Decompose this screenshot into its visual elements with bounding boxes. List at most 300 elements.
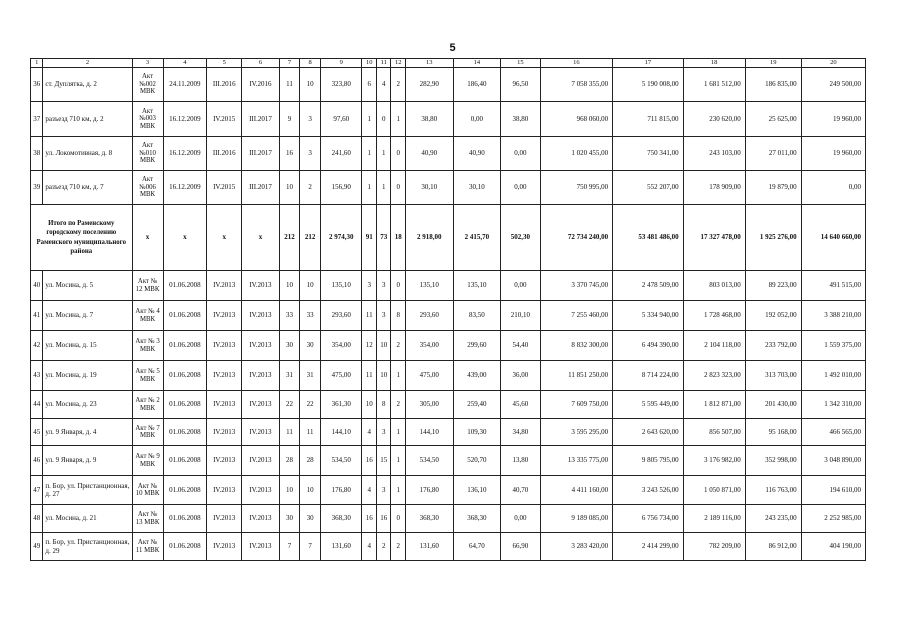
total-value-cell: 17 327 478,00 <box>683 205 745 271</box>
value-cell: 3 243 526,00 <box>613 476 683 505</box>
total-value-cell: 212 <box>300 205 321 271</box>
value-cell: 475,00 <box>405 361 453 391</box>
value-cell: 2 <box>391 331 406 361</box>
act-cell: Акт №010 МВК <box>132 137 163 171</box>
total-value-cell: 18 <box>391 205 406 271</box>
total-value-cell: 2 415,70 <box>453 205 501 271</box>
table-row <box>31 533 866 561</box>
value-cell: 368,30 <box>405 505 453 533</box>
value-cell: 7 <box>300 533 321 561</box>
value-cell: 10 <box>279 171 300 205</box>
act-cell: Акт № 5 МВК <box>132 361 163 391</box>
value-cell: 16 <box>376 505 391 533</box>
value-cell: IV.2013 <box>207 505 242 533</box>
value-cell: IV.2013 <box>242 505 279 533</box>
value-cell: 7 255 460,00 <box>540 301 613 331</box>
total-value-cell: 53 481 486,00 <box>613 205 683 271</box>
value-cell: IV.2013 <box>207 533 242 561</box>
value-cell: 2 252 985,00 <box>801 505 865 533</box>
address-cell: ул. 9 Января, д. 4 <box>43 419 132 446</box>
date-cell: 24.11.2009 <box>163 68 207 102</box>
value-cell: 4 411 160,00 <box>540 476 613 505</box>
value-cell: 4 <box>362 476 377 505</box>
value-cell: 361,30 <box>321 391 362 419</box>
value-cell: 750 341,00 <box>613 137 683 171</box>
value-cell: III.2017 <box>242 137 279 171</box>
value-cell: 1 <box>391 419 406 446</box>
column-number: 2 <box>43 59 132 68</box>
value-cell: 368,30 <box>453 505 501 533</box>
total-value-cell: 91 <box>362 205 377 271</box>
value-cell: 186 835,00 <box>745 68 801 102</box>
page-number: 5 <box>449 42 456 54</box>
value-cell: 131,60 <box>321 533 362 561</box>
value-cell: 552 207,00 <box>613 171 683 205</box>
value-cell: 13,80 <box>501 446 540 476</box>
column-number: 9 <box>321 59 362 68</box>
value-cell: 2 <box>391 391 406 419</box>
value-cell: 3 <box>376 301 391 331</box>
value-cell: IV.2013 <box>242 419 279 446</box>
value-cell: IV.2013 <box>242 446 279 476</box>
value-cell: 1 559 375,00 <box>801 331 865 361</box>
date-cell: 01.06.2008 <box>163 301 207 331</box>
table-row <box>31 102 866 137</box>
value-cell: 1 <box>391 361 406 391</box>
value-cell: 354,00 <box>321 331 362 361</box>
value-cell: 86 912,00 <box>745 533 801 561</box>
value-cell: 135,10 <box>453 271 501 301</box>
value-cell: 8 <box>391 301 406 331</box>
value-cell: 782 209,00 <box>683 533 745 561</box>
total-value-cell: х <box>242 205 279 271</box>
value-cell: 404 190,00 <box>801 533 865 561</box>
value-cell: 8 714 224,00 <box>613 361 683 391</box>
value-cell: 144,10 <box>321 419 362 446</box>
value-cell: 6 <box>362 68 377 102</box>
value-cell: 64,70 <box>453 533 501 561</box>
value-cell: 439,00 <box>453 361 501 391</box>
value-cell: 323,80 <box>321 68 362 102</box>
value-cell: 2 643 620,00 <box>613 419 683 446</box>
value-cell: 1 492 010,00 <box>801 361 865 391</box>
value-cell: 0 <box>391 171 406 205</box>
date-cell: 01.06.2008 <box>163 505 207 533</box>
value-cell: 10 <box>362 391 377 419</box>
value-cell: IV.2013 <box>242 331 279 361</box>
value-cell: 95 168,00 <box>745 419 801 446</box>
value-cell: 31 <box>279 361 300 391</box>
value-cell: 520,70 <box>453 446 501 476</box>
value-cell: 40,90 <box>405 137 453 171</box>
value-cell: 19 960,00 <box>801 137 865 171</box>
value-cell: 131,60 <box>405 533 453 561</box>
value-cell: 28 <box>300 446 321 476</box>
column-number: 1 <box>31 59 43 68</box>
value-cell: 10 <box>300 271 321 301</box>
value-cell: IV.2013 <box>207 331 242 361</box>
value-cell: 534,50 <box>321 446 362 476</box>
value-cell: 354,00 <box>405 331 453 361</box>
value-cell: 1 <box>362 102 377 137</box>
address-cell: ул. Мосина, д. 19 <box>43 361 132 391</box>
column-number: 8 <box>300 59 321 68</box>
value-cell: 144,10 <box>405 419 453 446</box>
total-value-cell: 2 974,30 <box>321 205 362 271</box>
row-number: 44 <box>31 391 43 419</box>
value-cell: IV.2016 <box>242 68 279 102</box>
total-value-cell: х <box>163 205 207 271</box>
column-number: 14 <box>453 59 501 68</box>
table-row <box>31 271 866 301</box>
value-cell: 968 060,00 <box>540 102 613 137</box>
total-value-cell: х <box>132 205 163 271</box>
value-cell: 352 998,00 <box>745 446 801 476</box>
total-value-cell: 2 918,00 <box>405 205 453 271</box>
value-cell: 7 609 750,00 <box>540 391 613 419</box>
value-cell: 9 805 795,00 <box>613 446 683 476</box>
value-cell: 0,00 <box>501 171 540 205</box>
value-cell: 96,50 <box>501 68 540 102</box>
table-row <box>31 361 866 391</box>
value-cell: IV.2013 <box>207 361 242 391</box>
value-cell: 293,60 <box>321 301 362 331</box>
value-cell: 83,50 <box>453 301 501 331</box>
value-cell: 31 <box>300 361 321 391</box>
value-cell: IV.2013 <box>207 301 242 331</box>
date-cell: 01.06.2008 <box>163 446 207 476</box>
table-row <box>31 331 866 361</box>
table-row <box>31 137 866 171</box>
value-cell: 305,00 <box>405 391 453 419</box>
value-cell: IV.2013 <box>207 271 242 301</box>
row-number: 39 <box>31 171 43 205</box>
value-cell: 2 <box>300 171 321 205</box>
row-number: 38 <box>31 137 43 171</box>
value-cell: 466 565,00 <box>801 419 865 446</box>
value-cell: 10 <box>279 476 300 505</box>
value-cell: 36,00 <box>501 361 540 391</box>
value-cell: 0 <box>376 102 391 137</box>
value-cell: 0,00 <box>453 102 501 137</box>
value-cell: 2 <box>391 68 406 102</box>
value-cell: 293,60 <box>405 301 453 331</box>
value-cell: 25 625,00 <box>745 102 801 137</box>
address-cell: разъезд 710 км, д. 2 <box>43 102 132 137</box>
row-number: 49 <box>31 533 43 561</box>
value-cell: 3 <box>376 419 391 446</box>
value-cell: III.2017 <box>242 102 279 137</box>
table-row <box>31 391 866 419</box>
value-cell: 1 <box>391 476 406 505</box>
value-cell: 8 832 300,00 <box>540 331 613 361</box>
column-number: 5 <box>207 59 242 68</box>
column-number-row <box>31 59 866 68</box>
value-cell: 6 494 390,00 <box>613 331 683 361</box>
row-number: 47 <box>31 476 43 505</box>
table-row <box>31 171 866 205</box>
value-cell: 856 507,00 <box>683 419 745 446</box>
value-cell: 491 515,00 <box>801 271 865 301</box>
value-cell: 135,10 <box>321 271 362 301</box>
value-cell: 3 176 982,00 <box>683 446 745 476</box>
value-cell: 116 763,00 <box>745 476 801 505</box>
value-cell: 2 189 116,00 <box>683 505 745 533</box>
value-cell: 10 <box>300 68 321 102</box>
value-cell: 0 <box>391 137 406 171</box>
column-number: 15 <box>501 59 540 68</box>
value-cell: 1 020 455,00 <box>540 137 613 171</box>
value-cell: 803 013,00 <box>683 271 745 301</box>
date-cell: 01.06.2008 <box>163 419 207 446</box>
value-cell: 1 342 310,00 <box>801 391 865 419</box>
value-cell: 3 283 420,00 <box>540 533 613 561</box>
value-cell: 27 011,00 <box>745 137 801 171</box>
value-cell: 3 <box>362 271 377 301</box>
value-cell: 233 792,00 <box>745 331 801 361</box>
act-cell: Акт № 11 МВК <box>132 533 163 561</box>
date-cell: 16.12.2009 <box>163 171 207 205</box>
address-cell: ул. Мосина, д. 15 <box>43 331 132 361</box>
value-cell: IV.2013 <box>242 271 279 301</box>
value-cell: 10 <box>376 331 391 361</box>
value-cell: 28 <box>279 446 300 476</box>
date-cell: 01.06.2008 <box>163 331 207 361</box>
value-cell: 230 620,00 <box>683 102 745 137</box>
total-label: Итого по Раменскому городскому поселению Раменского муниципального района <box>31 205 133 271</box>
value-cell: 313 703,00 <box>745 361 801 391</box>
value-cell: 1 <box>376 171 391 205</box>
address-cell: ул. Локомотивная, д. 8 <box>43 137 132 171</box>
column-number: 16 <box>540 59 613 68</box>
total-value-cell: 72 734 240,00 <box>540 205 613 271</box>
table-row <box>31 476 866 505</box>
column-number: 10 <box>362 59 377 68</box>
value-cell: 2 <box>376 533 391 561</box>
date-cell: 01.06.2008 <box>163 533 207 561</box>
value-cell: 7 <box>279 533 300 561</box>
value-cell: IV.2013 <box>242 391 279 419</box>
value-cell: 6 756 734,00 <box>613 505 683 533</box>
value-cell: IV.2013 <box>207 391 242 419</box>
value-cell: IV.2013 <box>207 476 242 505</box>
act-cell: Акт № 7 МВК <box>132 419 163 446</box>
value-cell: 0,00 <box>501 137 540 171</box>
date-cell: 01.06.2008 <box>163 271 207 301</box>
value-cell: IV.2013 <box>242 301 279 331</box>
value-cell: 11 <box>362 301 377 331</box>
value-cell: 0 <box>391 271 406 301</box>
value-cell: 109,30 <box>453 419 501 446</box>
value-cell: 16 <box>362 505 377 533</box>
value-cell: 3 <box>300 102 321 137</box>
value-cell: 11 <box>279 419 300 446</box>
act-cell: Акт № 12 МВК <box>132 271 163 301</box>
total-value-cell: 1 925 276,00 <box>745 205 801 271</box>
value-cell: 30,10 <box>405 171 453 205</box>
housing-table <box>30 58 866 561</box>
table-row <box>31 419 866 446</box>
value-cell: 178 909,00 <box>683 171 745 205</box>
value-cell: 1 050 871,00 <box>683 476 745 505</box>
row-number: 45 <box>31 419 43 446</box>
total-value-cell: 14 640 660,00 <box>801 205 865 271</box>
value-cell: 1 728 468,00 <box>683 301 745 331</box>
value-cell: 3 595 295,00 <box>540 419 613 446</box>
value-cell: IV.2015 <box>207 102 242 137</box>
date-cell: 01.06.2008 <box>163 476 207 505</box>
value-cell: 30 <box>279 505 300 533</box>
value-cell: 192 052,00 <box>745 301 801 331</box>
value-cell: 259,40 <box>453 391 501 419</box>
value-cell: 54,40 <box>501 331 540 361</box>
act-cell: Акт №002 МВК <box>132 68 163 102</box>
act-cell: Акт № 3 МВК <box>132 331 163 361</box>
total-value-cell: х <box>207 205 242 271</box>
value-cell: 5 595 449,00 <box>613 391 683 419</box>
column-number: 17 <box>613 59 683 68</box>
address-cell: разъезд 710 км, д. 7 <box>43 171 132 205</box>
value-cell: IV.2015 <box>207 171 242 205</box>
column-number: 4 <box>163 59 207 68</box>
value-cell: 1 812 871,00 <box>683 391 745 419</box>
value-cell: 16 <box>279 137 300 171</box>
column-number: 19 <box>745 59 801 68</box>
address-cell: ул. 9 Января, д. 9 <box>43 446 132 476</box>
value-cell: 30 <box>300 331 321 361</box>
act-cell: Акт № 13 МВК <box>132 505 163 533</box>
column-number: 20 <box>801 59 865 68</box>
value-cell: 66,90 <box>501 533 540 561</box>
value-cell: 1 <box>362 137 377 171</box>
value-cell: 45,60 <box>501 391 540 419</box>
act-cell: Акт № 4 МВК <box>132 301 163 331</box>
value-cell: 89 223,00 <box>745 271 801 301</box>
value-cell: 1 <box>376 137 391 171</box>
table-row <box>31 301 866 331</box>
value-cell: 2 414 299,00 <box>613 533 683 561</box>
value-cell: III.2016 <box>207 137 242 171</box>
value-cell: IV.2013 <box>242 533 279 561</box>
value-cell: 2 104 118,00 <box>683 331 745 361</box>
value-cell: 4 <box>362 419 377 446</box>
value-cell: 241,60 <box>321 137 362 171</box>
value-cell: 19 879,00 <box>745 171 801 205</box>
date-cell: 01.06.2008 <box>163 361 207 391</box>
act-cell: Акт №006 МВК <box>132 171 163 205</box>
value-cell: 38,80 <box>501 102 540 137</box>
value-cell: 3 <box>376 271 391 301</box>
address-cell: ст. Дуплятка, д. 2 <box>43 68 132 102</box>
value-cell: III.2017 <box>242 171 279 205</box>
value-cell: 9 189 085,00 <box>540 505 613 533</box>
act-cell: Акт № 2 МВК <box>132 391 163 419</box>
address-cell: ул. Мосина, д. 21 <box>43 505 132 533</box>
value-cell: 4 <box>376 68 391 102</box>
address-cell: п. Бор, ул. Пристанционная, д. 27 <box>43 476 132 505</box>
value-cell: 1 <box>391 102 406 137</box>
value-cell: 10 <box>300 476 321 505</box>
value-cell: 11 <box>279 68 300 102</box>
value-cell: 368,30 <box>321 505 362 533</box>
row-number: 36 <box>31 68 43 102</box>
value-cell: 22 <box>279 391 300 419</box>
value-cell: 282,90 <box>405 68 453 102</box>
value-cell: 210,10 <box>501 301 540 331</box>
value-cell: 0,00 <box>801 171 865 205</box>
value-cell: 3 <box>376 476 391 505</box>
total-value-cell: 502,30 <box>501 205 540 271</box>
value-cell: IV.2013 <box>242 476 279 505</box>
value-cell: 33 <box>279 301 300 331</box>
column-number: 18 <box>683 59 745 68</box>
value-cell: 2 <box>391 533 406 561</box>
column-number: 7 <box>279 59 300 68</box>
act-cell: Акт № 10 МВК <box>132 476 163 505</box>
row-number: 40 <box>31 271 43 301</box>
address-cell: ул. Мосина, д. 5 <box>43 271 132 301</box>
value-cell: III.2016 <box>207 68 242 102</box>
value-cell: 194 610,00 <box>801 476 865 505</box>
value-cell: 5 190 008,00 <box>613 68 683 102</box>
column-number: 3 <box>132 59 163 68</box>
total-row <box>31 205 866 271</box>
value-cell: 3 048 890,00 <box>801 446 865 476</box>
value-cell: 12 <box>362 331 377 361</box>
date-cell: 16.12.2009 <box>163 102 207 137</box>
value-cell: 534,50 <box>405 446 453 476</box>
value-cell: 19 960,00 <box>801 102 865 137</box>
value-cell: 2 823 323,00 <box>683 361 745 391</box>
total-value-cell: 212 <box>279 205 300 271</box>
value-cell: 38,80 <box>405 102 453 137</box>
date-cell: 01.06.2008 <box>163 391 207 419</box>
total-value-cell: 73 <box>376 205 391 271</box>
value-cell: 33 <box>300 301 321 331</box>
value-cell: 750 995,00 <box>540 171 613 205</box>
value-cell: 176,80 <box>321 476 362 505</box>
value-cell: 16 <box>362 446 377 476</box>
value-cell: 22 <box>300 391 321 419</box>
value-cell: IV.2013 <box>207 419 242 446</box>
column-number: 12 <box>391 59 406 68</box>
address-cell: ул. Мосина, д. 7 <box>43 301 132 331</box>
value-cell: 0 <box>391 505 406 533</box>
address-cell: ул. Мосина, д. 23 <box>43 391 132 419</box>
value-cell: 3 388 210,00 <box>801 301 865 331</box>
value-cell: IV.2013 <box>242 361 279 391</box>
value-cell: 13 335 775,00 <box>540 446 613 476</box>
value-cell: 0,00 <box>501 505 540 533</box>
table-row <box>31 446 866 476</box>
value-cell: 1 <box>391 446 406 476</box>
value-cell: 711 815,00 <box>613 102 683 137</box>
value-cell: 1 <box>362 171 377 205</box>
value-cell: 201 430,00 <box>745 391 801 419</box>
value-cell: 475,00 <box>321 361 362 391</box>
value-cell: 8 <box>376 391 391 419</box>
row-number: 46 <box>31 446 43 476</box>
value-cell: 40,70 <box>501 476 540 505</box>
value-cell: 136,10 <box>453 476 501 505</box>
row-number: 41 <box>31 301 43 331</box>
value-cell: 11 <box>362 361 377 391</box>
value-cell: 135,10 <box>405 271 453 301</box>
row-number: 48 <box>31 505 43 533</box>
value-cell: 97,60 <box>321 102 362 137</box>
act-cell: Акт № 9 МВК <box>132 446 163 476</box>
value-cell: 40,90 <box>453 137 501 171</box>
